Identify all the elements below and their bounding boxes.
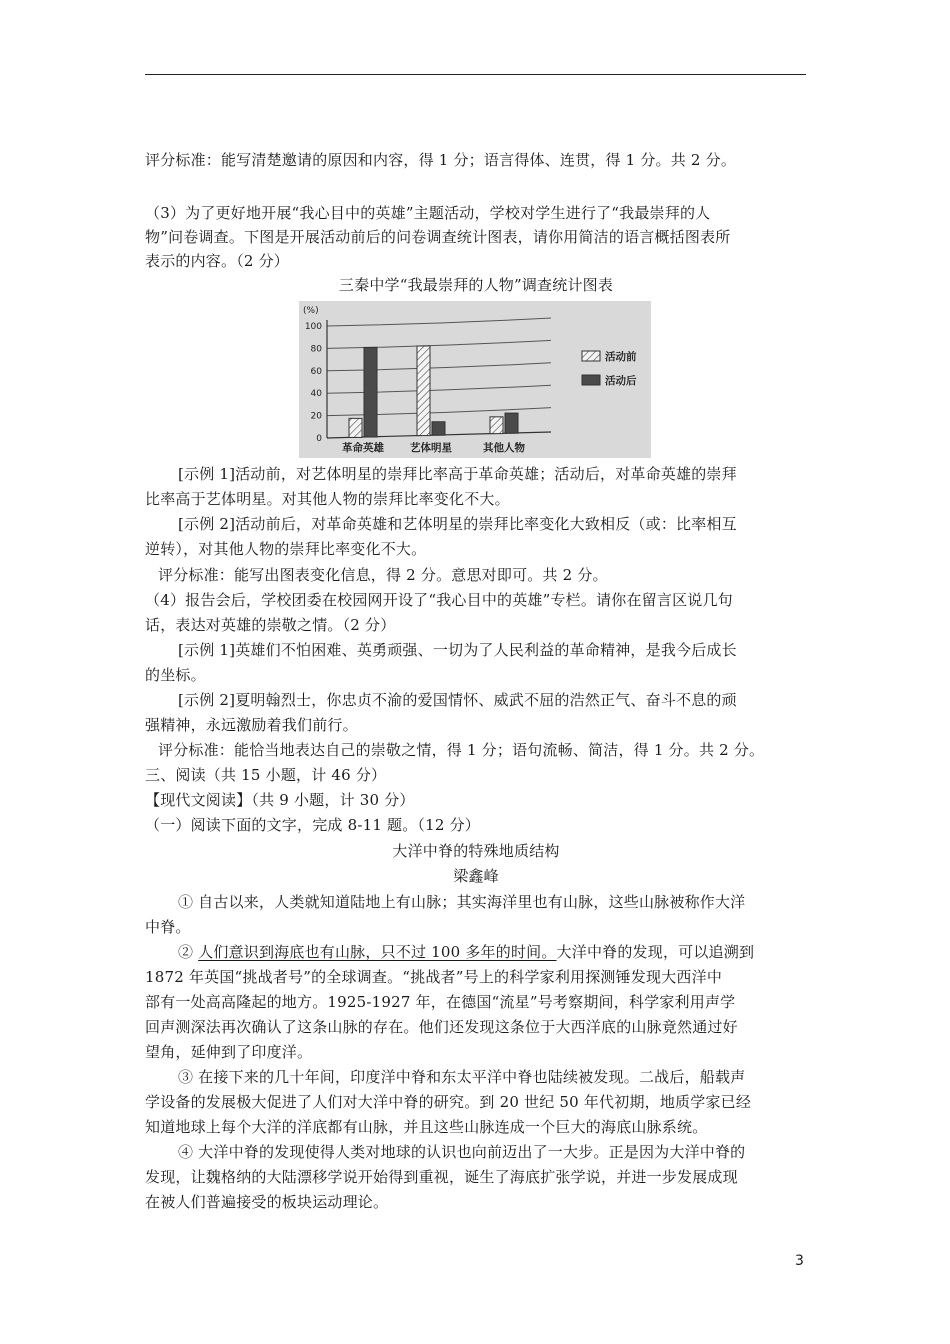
- reading-instruction: （一）阅读下面的文字，完成 8-11 题。（12 分）: [145, 816, 480, 834]
- bar-after: [432, 422, 445, 435]
- y-tick-label: 60: [310, 366, 322, 377]
- paragraph-4-line-3: 在被人们普遍接受的板块运动理论。: [145, 1193, 389, 1211]
- y-tick-label: 0: [316, 434, 322, 444]
- paragraph-3-line-3: 知道地球上每个大洋的洋底都有山脉，并且这些山脉连成一个巨大的海底山脉系统。: [145, 1118, 708, 1136]
- example-3-line-2: 的坐标。: [145, 666, 206, 684]
- example-2-line-1: [示例 2]活动前后，对革命英雄和艺体明星的崇拜比率变化大致相反（或：比率相互: [178, 515, 737, 533]
- section-3-heading: 三、阅读（共 15 小题，计 46 分）: [145, 766, 387, 784]
- question-3-line-3: 表示的内容。（2 分）: [145, 252, 290, 270]
- survey-bar-chart: [299, 301, 651, 458]
- gridline: [327, 385, 551, 393]
- article-title: 大洋中脊的特殊地质结构: [392, 842, 560, 860]
- y-axis-unit-label: (%): [303, 306, 319, 316]
- header-rule: [145, 74, 806, 75]
- chart-svg: [299, 301, 651, 458]
- x-tick-label: 艺体明星: [410, 442, 452, 454]
- paragraph-1-line-2: 中脊。: [145, 918, 191, 936]
- question-4-line-2: 话，表达对英雄的崇敬之情。（2 分）: [145, 616, 396, 634]
- example-1-line-2: 比率高于艺体明星。对其他人物的崇拜比率变化不大。: [145, 490, 510, 508]
- paragraph-4-line-2: 发现，让魏格纳的大陆漂移学说开始得到重视，诞生了海底扩张学说，并进一步发展成现: [145, 1168, 738, 1186]
- x-tick-label: 其他人物: [483, 442, 525, 454]
- paragraph-2-line-2: 1872 年英国“挑战者号”的全球调查。“挑战者”号上的科学家利用探测锤发现大西洋中: [145, 968, 723, 986]
- scoring-note-2: 评分标准：能写出图表变化信息，得 2 分。意思对即可。共 2 分。: [158, 566, 608, 584]
- legend-swatch: [582, 375, 600, 385]
- gridline: [327, 363, 551, 371]
- legend-label: 活动后: [605, 375, 637, 387]
- page-number: 3: [795, 1253, 804, 1269]
- example-4-line-1: [示例 2]夏明翰烈士，你忠贞不渝的爱国情怀、威武不屈的浩然正气、奋斗不息的顽: [178, 691, 737, 709]
- bar-before: [490, 417, 503, 434]
- gridline: [327, 318, 551, 326]
- paragraph-2-line-4: 回声测深法再次确认了这条山脉的存在。他们还发现这条位于大西洋底的山脉竟然通过好: [145, 1018, 738, 1036]
- bar-before: [349, 418, 362, 437]
- bar-after: [364, 347, 377, 437]
- paragraph-2-number: ②: [178, 943, 199, 961]
- modern-reading-heading: 【现代文阅读】（共 9 小题，计 30 分）: [145, 791, 415, 809]
- article-author: 梁鑫峰: [453, 867, 499, 885]
- gridline: [327, 340, 551, 348]
- paragraph-2-line-1: [178, 941, 754, 963]
- legend-label: 活动前: [605, 351, 637, 363]
- example-4-line-2: 强精神，永远激励着我们前行。: [145, 716, 358, 734]
- scoring-note-1: 评分标准：能写清楚邀请的原因和内容，得 1 分；语言得体、连贯，得 1 分。共 2 分。: [145, 151, 737, 169]
- bar-before: [417, 346, 430, 436]
- y-tick-label: 40: [310, 389, 322, 400]
- paragraph-3-line-1: ③ 在接下来的几十年间，印度洋中脊和东太平洋中脊也陆续被发现。二战后，船载声: [178, 1068, 746, 1086]
- legend-swatch: [582, 351, 600, 361]
- y-tick-label: 20: [310, 411, 322, 422]
- example-3-line-1: [示例 1]英雄们不怕困难、英勇顽强、一切为了人民利益的革命精神，是我今后成长: [178, 641, 737, 659]
- paragraph-2-line-3: 部有一处高高隆起的地方。1925-1927 年，在德国“流星”号考察期间，科学家利用声学: [145, 993, 736, 1011]
- bar-after: [505, 413, 518, 433]
- y-tick-label: 80: [310, 344, 322, 355]
- y-tick-label: 100: [304, 322, 322, 332]
- paragraph-2-line-5: 望角，延伸到了印度洋。: [145, 1043, 313, 1061]
- question-4-line-1: （4）报告会后，学校团委在校园网开设了“我心目中的英雄”专栏。请你在留言区说几句: [145, 591, 733, 609]
- underlined-sentence: 人们意识到海底也有山脉，只不过 100 多年的时间。: [198, 943, 557, 961]
- question-3-line-2: 物”问卷调查。下图是开展活动前后的问卷调查统计图表，请你用简洁的语言概括图表所: [145, 228, 731, 246]
- paragraph-2-line-1-rest: 大洋中脊的发现，可以追溯到: [556, 943, 755, 961]
- question-3-line-1: （3）为了更好地开展“我心目中的英雄”主题活动，学校对学生进行了“我最崇拜的人: [145, 204, 711, 222]
- x-tick-label: 革命英雄: [342, 442, 384, 454]
- chart-caption: 三秦中学“我最崇拜的人物”调查统计图表: [338, 276, 614, 294]
- example-1-line-1: [示例 1]活动前，对艺体明星的崇拜比率高于革命英雄；活动后，对革命英雄的崇拜: [178, 465, 737, 483]
- paragraph-3-line-2: 学设备的发展极大促进了人们对大洋中脊的研究。到 20 世纪 50 年代初期，地质学家已经: [145, 1093, 752, 1111]
- paragraph-4-line-1: ④ 大洋中脊的发现使得人类对地球的认识也向前迈出了一大步。正是因为大洋中脊的: [178, 1143, 746, 1161]
- paragraph-1-line-1: ① 自古以来，人类就知道陆地上有山脉；其实海洋里也有山脉，这些山脉被称作大洋: [178, 893, 746, 911]
- scoring-note-3: 评分标准：能恰当地表达自己的崇敬之情，得 1 分；语句流畅、简洁，得 1 分。共 2 分。: [158, 741, 765, 759]
- example-2-line-2: 逆转），对其他人物的崇拜比率变化不大。: [145, 540, 427, 558]
